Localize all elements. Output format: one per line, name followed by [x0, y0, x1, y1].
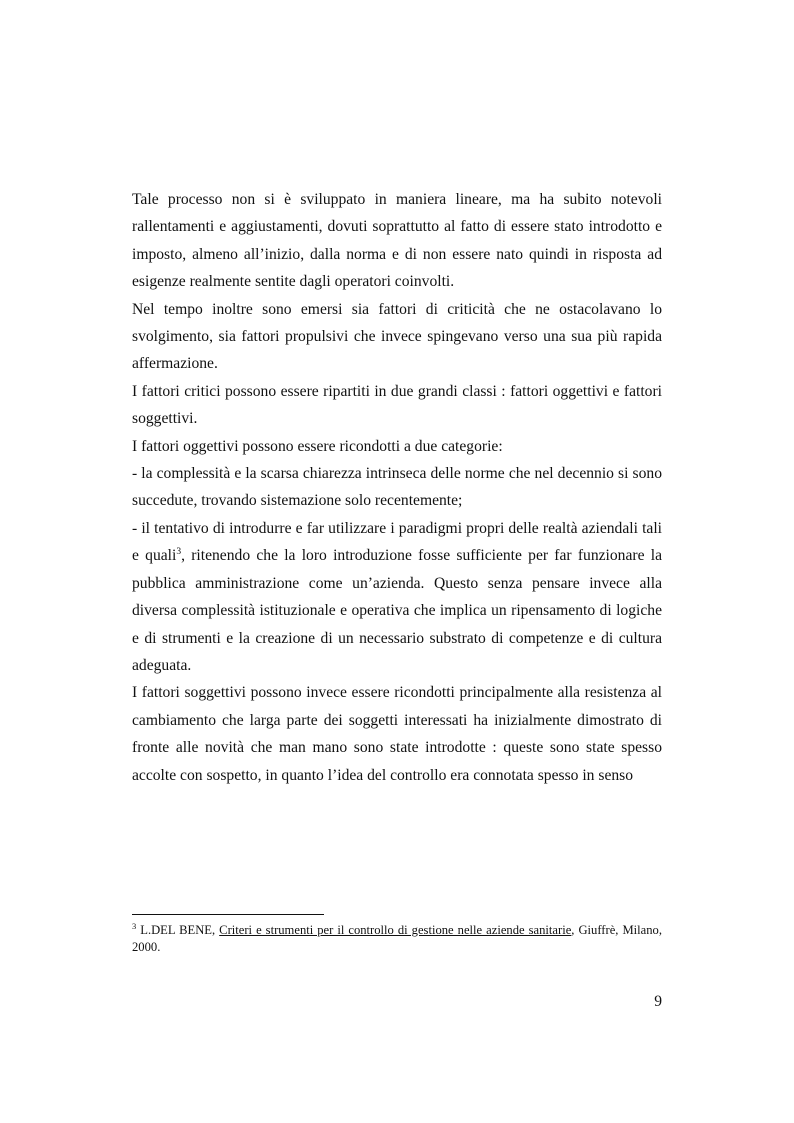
- paragraph-process: Tale processo non si è sviluppato in maniera lineare, ma ha subito notevoli rallentamenti e aggiustamenti, dovuti soprattutto al fatto di essere stato introdotto e imposto, almeno all’inizio, dalla norma e di non essere nato quindi in risposta ad esigenze realmente sentite dagli operatori coinvolti.: [132, 191, 662, 291]
- footnote-reference[interactable]: 3: [176, 547, 182, 558]
- footnote-author: L.DEL BENE,: [140, 923, 220, 937]
- body-text: [132, 186, 662, 789]
- paragraph-objective-factors: I fattori oggettivi possono essere ricondotti a due categorie:: [132, 437, 503, 455]
- paragraph-critical-classes: I fattori critici possono essere ripartiti in due grandi classi : fattori oggettivi e fattori soggettivi.: [132, 382, 662, 428]
- footnote-publisher: , Giuffrè, Milano, 2000.: [132, 923, 662, 954]
- list-item-business-paradigms: [132, 515, 662, 679]
- footnote: [132, 922, 662, 956]
- paragraph-text-before-ref: - il tentativo di introdurre e far utilizzare i paradigmi propri delle realtà aziendali tali e quali: [132, 519, 662, 565]
- paragraph-text-after-ref: , ritenendo che la loro introduzione fosse sufficiente per far funzionare la pubblica amministrazione come un’azienda. Questo senza pensare invece alla diversa complessità istituzionale e operativa che implica un ripensamento di logiche e di strumenti e la creazione di un necessario substrato di competenze e di cultura adeguata.: [132, 547, 663, 674]
- footnote-separator: [132, 914, 324, 915]
- footnote-title: Criteri e strumenti per il controllo di gestione nelle aziende sanitarie: [219, 923, 572, 937]
- list-item-norms-complexity: - la complessità e la scarsa chiarezza intrinseca delle norme che nel decennio si sono succedute, trovando sistemazione solo recentemente;: [132, 465, 662, 510]
- footnote-mark: 3: [132, 920, 137, 931]
- paragraph-subjective-factors: I fattori soggettivi possono invece essere ricondotti principalmente alla resistenza al cambiamento che larga parte dei soggetti interessati ha inizialmente dimostrato di fronte alle novità che man mano sono state introdotte : queste sono state spesso accolte con sospetto, in quanto l’idea del controllo era connotata spesso in senso: [132, 684, 662, 784]
- paragraph-factors: Nel tempo inoltre sono emersi sia fattori di criticità che ne ostacolavano lo svolgimento, sia fattori propulsivi che invece spingevano verso una sua più rapida affermazione.: [132, 300, 662, 373]
- page-number: 9: [654, 993, 662, 1010]
